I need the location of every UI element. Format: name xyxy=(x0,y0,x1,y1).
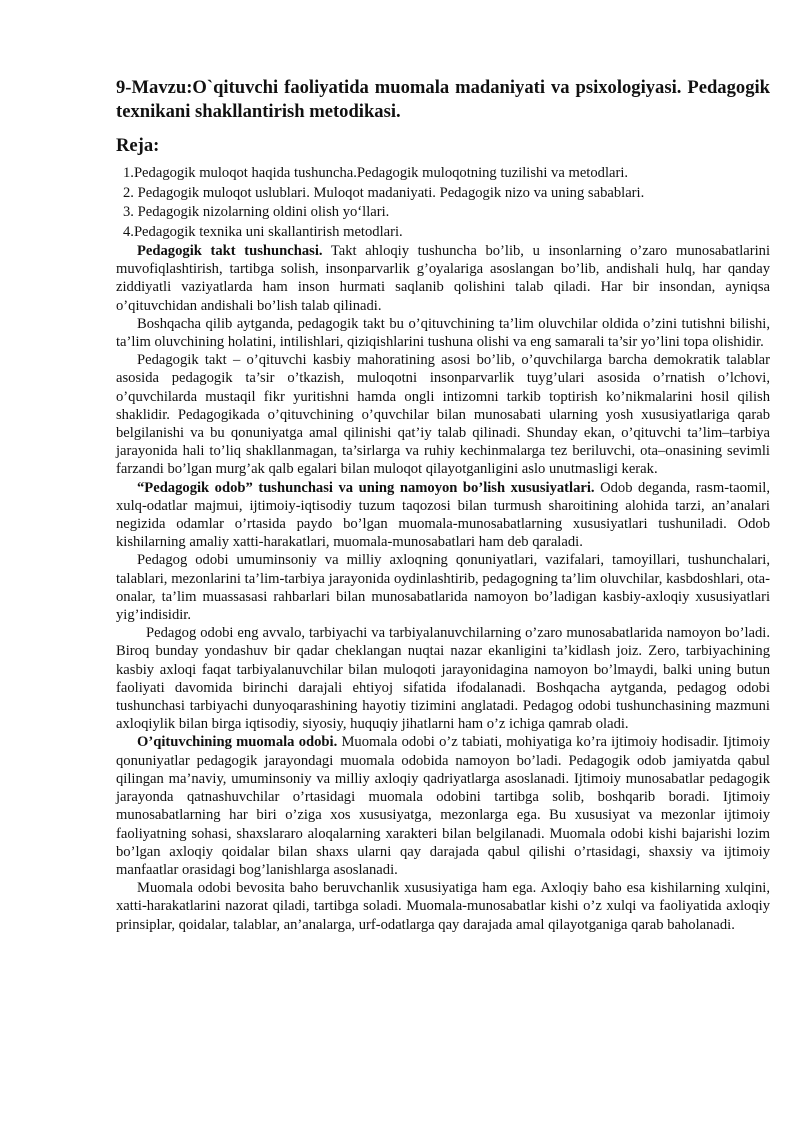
paragraph xyxy=(116,879,770,934)
paragraph-text: Pedagogik takt – o’qituvchi kasbiy mahoratining asosi bo’lib, o’quvchilarga barcha demokratik talablar asosida pedagogik ta’sir o’tkazish, muloqotni insonparvarlik tuyg’ulari asosida o’rnatish o’lchovi, o’quvchilarda mustaqil fikr yuritishni hamda ongli intizomni tarkib toptirish ko’nikmalarini hosil qilish shaklidir. Pedagogikada o’qituvchining o’quvchilar bilan munosabati ularning yosh xususiyatlariga qarab belgilanishi va bu qonuniyatga amal qilinishi qat’iy talab qilinadi. Shunday ekan, o’qituvchi ta’lim–tarbiya jarayonida hali to’liq shakllanmagan, ta’sirlarga va ruhiy kechinmalarga tez beriluvchi, ota–onasining sevimli farzandi bo’lgan murg’ak qalb egalari bilan muloqot qilayotganligini aslo unutmasligi kerak. xyxy=(116,352,770,478)
paragraph xyxy=(116,624,770,733)
paragraph-text: Muomala odobi o’z tabiati, mohiyatiga ko’ra ijtimoiy hodisadir. Ijtimoiy qonuniyatlar pedagogik jarayondagi muomala odobida namoyon bo’ladi. Pedagogik odob jamiyatda qabul qilingan ma’naviy, umuminsoniy va milliy axloqiy qadriyatlarga asoslanadi. Ijtimoiy munosabatlar pedagogik jarayonda qatnashuvchilar o’rtasidagi muomala odobini tartibga solib, boshqarib boradi. Ijtimoiy munosabatlarning har biri o’ziga xos xususiyatga, mezonlarga ega. Bu xususiyat va mezonlar ijtimoiy faoliyatning sohasi, shaxslararo aloqalarning xarakteri bilan belgilanadi. Muomala odobi kishi bajarishi lozim bo’lgan axloqiy qoidalar bilan shaxs ularni qay darajada qabul qilishi o’rtasidagi, shaxsiy va ijtimoiy manfaatlar orasidagi bog’lanishlarga asoslanadi. xyxy=(116,734,770,878)
paragraph-text: Pedagog odobi eng avvalo, tarbiyachi va tarbiyalanuvchilarning o’zaro munosabatlarida namoyon bo’ladi. Biroq bunday yondashuv bir qadar cheklangan nuqtai nazar ekanligini ta’kidlash joiz. Zero, tarbiyachining kasbiy axloqi faqat tarbiyalanuvchilar bilan muloqoti jarayonidagina namoyon bo’lmaydi, balki uning butun faoliyati davomida birinchi darajali ehtiyoj sifatida ifodalanadi. Boshqacha aytganda, pedagog odobi tushunchasi tarbiyachi dunyoqarashining hayotiy tizimini anglatadi. Pedagog odobi tushunchasining mazmuni axloqiylik bilan birga iqtisodiy, siyosiy, huquqiy jihatlarni ham o’z ichiga qamrab oladi. xyxy=(116,625,770,733)
paragraph-text: Pedagog odobi umuminsoniy va milliy axloqning qonuniyatlari, vazifalari, tamoyillari, tushunchalari, talablari, mezonlarini ta’lim-tarbiya jarayonida oydinlashtirib, pedagogning ta’lim oluvchilar, kasbdoshlari, ota-onalar, ta’lim muassasasi rahbarlari bilan munosabatlarida namoyon bo’ladigan kasbiy-axloqiy xususiyatlari yig’indisidir. xyxy=(116,552,770,624)
paragraph xyxy=(116,315,770,351)
document-page xyxy=(116,76,770,934)
plan-item: 1.Pedagogik muloqot haqida tushuncha.Pedagogik muloqotning tuzilishi va metodlari. xyxy=(123,165,629,181)
paragraph-pedagogik-takt xyxy=(116,242,770,315)
plan-item: 4.Pedagogik texnika uni skallantirish metodlari. xyxy=(123,223,403,240)
paragraph-text: Takt ahloqiy tushuncha bo’lib, u insonlarning o’zaro munosabatlarini muvofiqlashtirish, tartibga solish, insonparvarlik g’oyalariga asoslangan bo’lib, andishali hulq, har qanday ziddiyatli vaziyatlarda ham inson hurmati saqlanib qolishini talab qiladi. Har bir insondan, ayniqsa o’qituvchidan andishali bo’lish talab qilinadi. xyxy=(116,243,770,314)
paragraph-lead: O’qituvchining muomala odobi. xyxy=(137,734,338,751)
paragraph xyxy=(116,551,770,624)
paragraph-lead: “Pedagogik odob” tushunchasi va uning namoyon bo’lish xususiyatlari. xyxy=(137,479,595,496)
plan-list xyxy=(116,164,770,242)
paragraph-lead: Pedagogik takt tushunchasi. xyxy=(137,243,323,259)
document-title: 9-Mavzu:O`qituvchi faoliyatida muomala madaniyati va psixologiyasi. Pedagogik texnikani shakllantirish metodikasi. xyxy=(116,77,770,122)
plan-item: 2. Pedagogik muloqot uslublari. Muloqot madaniyati. Pedagogik nizo va uning sabablari. xyxy=(123,184,645,201)
plan-heading: Reja: xyxy=(116,135,160,156)
paragraph-pedagogik-odob xyxy=(116,479,770,552)
paragraph-text: Odob deganda, rasm-taomil, xulq-odatlar majmui, ijtimoiy-iqtisodiy tuzum taqozosi bilan turmush sharoitining alohida tarzi, an’analari negizida odamlar o’rtasida paydo bo’lgan muomala-munosabatlarning xususiyatlari tushuniladi. Odob kishilarning amaliy xatti-harakatlari, muomala-munosabatlari ham deb qaraladi. xyxy=(116,479,770,551)
paragraph xyxy=(116,351,770,478)
plan-item: 3. Pedagogik nizolarning oldini olish yo‘llari. xyxy=(123,204,390,220)
paragraph-text: Muomala odobi bevosita baho beruvchanlik xususiyatiga ham ega. Axloqiy baho esa kishilarning xulqini, xatti-harakatlarini nazorat qiladi, tartibga soladi. Muomala-munosabatlar kishi o’z xulqi va faoliyatida axloqiy prinsiplar, qoidalar, talablar, an’analarga, urf-odatlarga qay darajada amal qilayotganiga qarab baholanadi. xyxy=(116,880,770,933)
paragraph-text: Boshqacha qilib aytganda, pedagogik takt bu o’qituvchining ta’lim oluvchilar oldida o’zini tutishni bilishi, ta’lim oluvchining holatini, intilishlari, qiziqishlarini tushuna olishi va eng samarali ta’sir yo’lini topa olishidir. xyxy=(116,315,770,351)
paragraph-muomala-odobi xyxy=(116,733,770,879)
